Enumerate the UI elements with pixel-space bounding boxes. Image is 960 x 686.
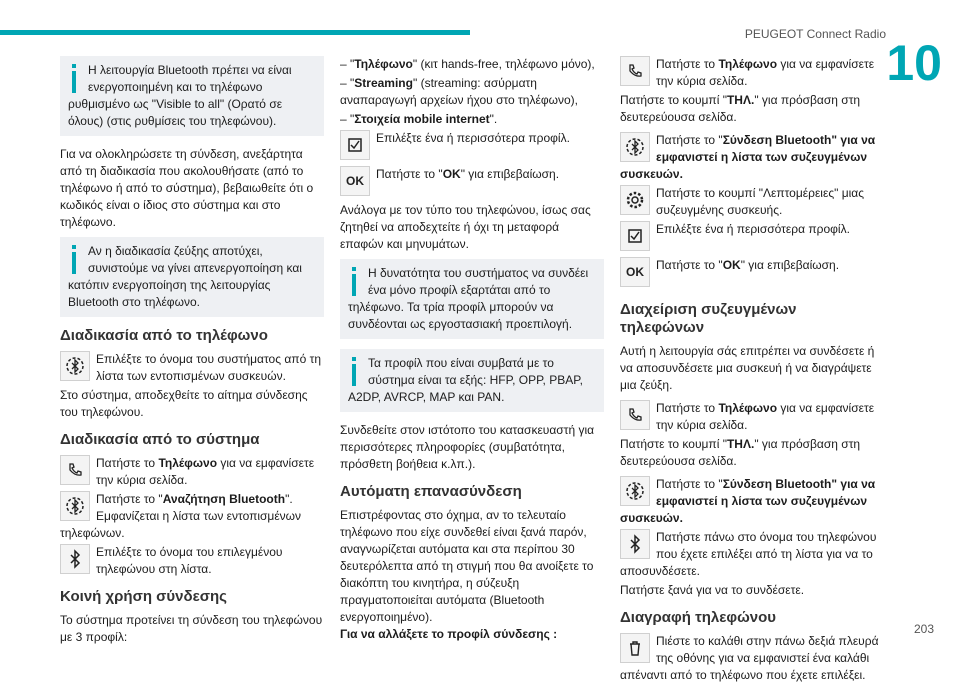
paragraph: Πατήστε το κουμπί "ΤΗΛ." για πρόσβαση στη δευτερεύουσα σελίδα. [620,93,861,124]
step [620,257,884,291]
step-text: Πιέστε το καλάθι στην πάνω δεξιά πλευρά της οθόνης για να εμφανιστεί ένα καλάθι απέναντι από το τηλέφωνο που έχετε επιλέξει. [620,634,879,682]
info-icon [348,357,360,387]
info-icon [68,64,80,94]
note-text: Η δυνατότητα του συστήματος να συνδέει ένα μόνο προφίλ εξαρτάται από το τηλέφωνο. Τα τρία προφίλ μπορούν να συνδέονται ως εργοστασιακή προεπιλογή. [348,266,589,331]
step [620,400,884,434]
section-heading: Αυτόματη επανασύνδεση [340,483,522,500]
info-icon [68,245,80,275]
section-heading: Διαδικασία από το σύστημα [60,431,260,448]
checkbox-icon [340,130,370,160]
info-note [340,259,604,339]
note-text: Η λειτουργία Bluetooth πρέπει να είναι ενεργοποιημένη και το τηλέφωνο ρυθμισμένο ως "Visible to all" (Ορατό σε όλους) (στις ρυθμίσεις του τηλεφώνου). [68,63,292,128]
step-text: Πατήστε το "Σύνδεση Bluetooth" για να εμφανιστεί η λίστα των συζευγμένων συσκευών. [620,477,876,525]
list-item: – "Streaming" (streaming: ασύρματη αναπαραγωγή αρχείων ήχου στο τηλέφωνο), [340,76,578,107]
bluetooth-icon [60,544,90,574]
step-text: Πατήστε το Τηλέφωνο για να εμφανίσετε την κύρια σελίδα. [656,401,875,432]
step [620,132,884,183]
bluetooth-gear-icon [620,132,650,162]
step [620,476,884,527]
step [620,221,884,255]
bluetooth-icon [620,529,650,559]
note-text: Αν η διαδικασία ζεύξης αποτύχει, συνιστούμε να γίνει απενεργοποίηση και κατόπιν ενεργοποίηση της λειτουργίας Bluetooth στο τηλέφωνο. [68,244,302,309]
step [60,544,324,578]
paragraph: Για να ολοκληρώσετε τη σύνδεση, ανεξάρτητα από τη διαδικασία που ακολουθήσατε (από το τηλέφωνο ή από το σύστημα), βεβαιωθείτε ότι ο κωδικός είναι ο ίδιος στο σύστημα και στο τηλέφωνο. [60,147,314,229]
ok-button-icon: OK [620,257,650,287]
step-text: Επιλέξτε ένα ή περισσότερα προφίλ. [656,222,850,236]
chapter-number: 10 [886,35,942,91]
paragraph: Πατήστε ξανά για να το συνδέσετε. [620,583,805,597]
phone-icon [60,455,90,485]
paragraph: Επιστρέφοντας στο όχημα, αν το τελευταίο τηλέφωνο που είχε συνδεθεί είναι ξανά παρόν, αναγνωρίζεται αυτόματα και στα περίπου 30 δευτερόλεπτα από τη στιγμή που θα ανοίξετε το διακόπτη του κινητήρα, η σύζευξη πραγματοποιείται αυτόματα (Bluetooth ενεργοποιημένο). Για να αλλάξετε το προφίλ σύνδεσης : [340,508,594,641]
paragraph: Αυτή η λειτουργία σάς επιτρέπει να συνδέσετε ή να αποσυνδέσετε μια συσκευή ή να διαγράψετε μια ζεύξη. [620,344,875,392]
step [620,529,884,580]
step [60,455,324,489]
list-item: – "Τηλέφωνο" (κιτ hands-free, τηλέφωνο μόνο), [340,57,595,71]
info-icon [348,267,360,297]
step [60,351,324,385]
phone-icon [620,56,650,86]
step [60,491,324,542]
step-text: Επιλέξτε ένα ή περισσότερα προφίλ. [376,131,570,145]
step [620,633,884,684]
note-text: Τα προφίλ που είναι συμβατά με το σύστημα είναι τα εξής: HFP, OPP, PBAP, A2DP, AVRCP, MAP και PAN. [348,356,584,404]
section-heading: Διαχείριση συζευγμένων τηλεφώνων [620,301,797,336]
step-text: Πατήστε το "OK" για επιβεβαίωση. [656,258,840,272]
running-header: PEUGEOT Connect Radio [744,27,886,41]
phone-icon [620,400,650,430]
step [340,130,604,164]
checkbox-icon [620,221,650,251]
paragraph: Το σύστημα προτείνει τη σύνδεση του τηλεφώνου με 3 προφίλ: [60,613,323,644]
column-3 [620,56,884,686]
bluetooth-gear-icon [620,476,650,506]
list-item: – "Στοιχεία mobile internet". [340,112,498,126]
step-text: Πατήστε πάνω στο όνομα του τηλεφώνου που έχετε επιλέξει από τη λίστα για να το αποσυνδέσετε. [620,530,877,578]
header-accent-bar [0,30,470,35]
column-1 [60,56,324,652]
paragraph: Συνδεθείτε στον ιστότοπο του κατασκευαστή για περισσότερες πληροφορίες (συμβατότητα, πρόσθετη βοήθεια κ.λπ.). [340,423,595,471]
page-number: 203 [913,622,934,636]
section-heading: Διαδικασία από το τηλέφωνο [60,327,268,344]
step-text: Πατήστε το "Αναζήτηση Bluetooth". Εμφανίζεται η λίστα των εντοπισμένων τηλεφώνων. [60,492,302,540]
step-text: Πατήστε το Τηλέφωνο για να εμφανίσετε την κύρια σελίδα. [656,57,875,88]
settings-gear-icon [620,185,650,215]
step-text: Επιλέξτε το όνομα του επιλεγμένου τηλεφώνου στη λίστα. [96,545,283,576]
step-text: Πατήστε το κουμπί "Λεπτομέρειες" μιας συζευγμένης συσκευής. [656,186,864,217]
bluetooth-gear-icon [60,351,90,381]
step-text: Επιλέξτε το όνομα του συστήματος από τη λίστα των εντοπισμένων συσκευών. [96,352,321,383]
info-note [340,349,604,412]
info-note [60,56,324,136]
step [620,185,884,219]
info-note [60,237,324,317]
paragraph: Πατήστε το κουμπί "ΤΗΛ." για πρόσβαση στη δευτερεύουσα σελίδα. [620,437,861,468]
trash-icon [620,633,650,663]
section-heading: Διαγραφή τηλεφώνου [620,609,777,626]
paragraph: Ανάλογα με τον τύπο του τηλεφώνου, ίσως σας ζητηθεί να αποδεχτείτε ή όχι τη μεταφορά επαφών και μηνυμάτων. [340,203,591,251]
step-text: Πατήστε το "Σύνδεση Bluetooth" για να εμφανιστεί η λίστα των συζευγμένων συσκευών. [620,133,876,181]
column-2 [340,56,604,643]
section-heading: Κοινή χρήση σύνδεσης [60,588,227,605]
step [340,166,604,200]
step-text: Πατήστε το "OK" για επιβεβαίωση. [376,167,560,181]
paragraph: Στο σύστημα, αποδεχθείτε το αίτημα σύνδεσης του τηλεφώνου. [60,388,308,419]
step-text: Πατήστε το Τηλέφωνο για να εμφανίσετε την κύρια σελίδα. [96,456,315,487]
bluetooth-gear-icon [60,491,90,521]
ok-button-icon: OK [340,166,370,196]
step [620,56,884,90]
